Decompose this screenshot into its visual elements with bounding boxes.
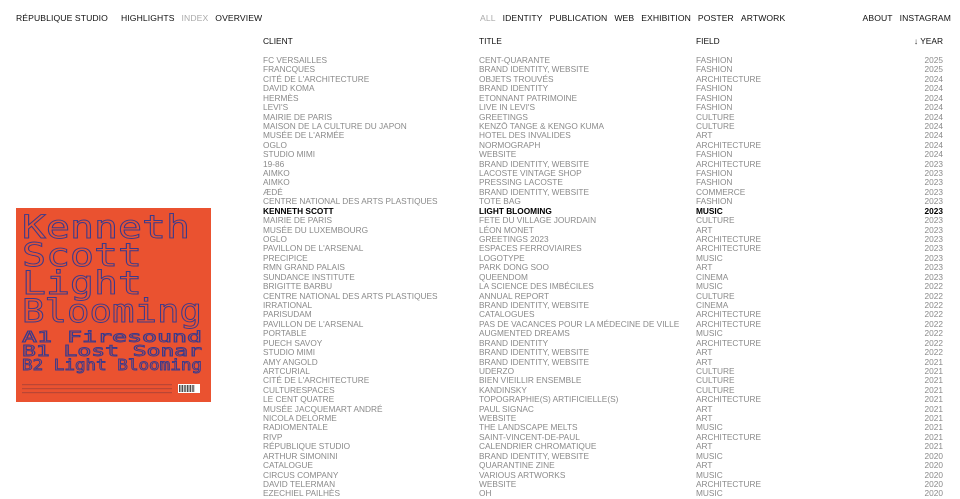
table-row[interactable]	[263, 122, 943, 131]
table-row[interactable]	[263, 471, 943, 480]
cell-title: OBJETS TROUVÉS	[479, 73, 554, 84]
cell-year: 2021	[924, 394, 943, 405]
cell-client: PAVILLON DE L'ARSENAL	[263, 243, 364, 254]
cell-title: ETONNANT PATRIMOINE	[479, 92, 578, 103]
cell-field: CULTURE	[696, 111, 735, 122]
column-field[interactable]: FIELD	[696, 36, 720, 46]
table-row[interactable]	[263, 480, 943, 489]
cell-field: MUSIC	[696, 252, 723, 263]
cell-field: FASHION	[696, 83, 733, 94]
cell-field: ARCHITECTURE	[696, 139, 761, 150]
cell-title: WEBSITE	[479, 413, 517, 424]
table-row[interactable]	[263, 244, 943, 253]
cell-title: NORMOGRAPH	[479, 139, 541, 150]
cell-client: PARISUDAM	[263, 309, 312, 320]
cell-year: 2023	[924, 234, 943, 245]
table-row[interactable]	[263, 235, 943, 244]
cell-field: FASHION	[696, 177, 733, 188]
cell-title: ESPACES FERROVIAIRES	[479, 243, 582, 254]
cell-client: CITÉ DE L'ARCHITECTURE	[263, 375, 370, 386]
cell-field: CINEMA	[696, 271, 729, 282]
table-row[interactable]	[263, 254, 943, 263]
cell-year: 2021	[924, 403, 943, 414]
cell-client: NICOLA DELORME	[263, 413, 337, 424]
cell-client: CENTRE NATIONAL DES ARTS PLASTIQUES	[263, 290, 438, 301]
cell-field: CULTURE	[696, 215, 735, 226]
brand-name[interactable]: RÉPUBLIQUE STUDIO	[16, 13, 108, 23]
cell-title: KANDINSKY	[479, 384, 527, 395]
table-row[interactable]	[263, 348, 943, 357]
about-link[interactable]: ABOUT	[862, 13, 893, 23]
cell-title: BRAND IDENTITY	[479, 337, 549, 348]
cover-text-line: B1 Lost Sonar	[22, 342, 202, 360]
cell-client: CITÉ DE L'ARCHITECTURE	[263, 73, 370, 84]
cell-field: MUSIC	[696, 422, 723, 433]
cell-year: 2021	[924, 441, 943, 452]
cell-year: 2024	[924, 130, 943, 141]
cell-year: 2023	[924, 243, 943, 254]
cell-year: 2021	[924, 375, 943, 386]
cell-title: UDERZO	[479, 365, 515, 376]
cell-year: 2024	[924, 83, 943, 94]
cell-client: CULTURESPACES	[263, 384, 335, 395]
filter-exhibition[interactable]: EXHIBITION	[641, 13, 691, 23]
cell-client: HERMÈS	[263, 92, 299, 103]
project-index-table	[263, 56, 943, 499]
cell-field: CINEMA	[696, 299, 729, 310]
cell-year: 2022	[924, 318, 943, 329]
cell-title: LACOSTE VINTAGE SHOP	[479, 168, 582, 179]
cell-client: FC VERSAILLES	[263, 55, 328, 65]
cell-client: CENTRE NATIONAL DES ARTS PLASTIQUES	[263, 196, 438, 207]
cell-field: MUSIC	[696, 328, 723, 339]
cell-client: MAIRIE DE PARIS	[263, 111, 333, 122]
cell-year: 2024	[924, 139, 943, 150]
cell-client: RMN GRAND PALAIS	[263, 262, 345, 273]
cell-field: CULTURE	[696, 375, 735, 386]
cell-field: CULTURE	[696, 290, 735, 301]
cell-title: WEBSITE	[479, 478, 517, 489]
cell-client: PAVILLON DE L'ARSENAL	[263, 318, 364, 329]
cell-year: 2023	[924, 252, 943, 263]
cell-year: 2023	[924, 168, 943, 179]
table-row[interactable]	[263, 405, 943, 414]
cell-title: GREETINGS 2023	[479, 234, 549, 245]
cell-year: 2021	[924, 422, 943, 433]
filter-artwork[interactable]: ARTWORK	[740, 13, 786, 23]
cell-year: 2021	[924, 384, 943, 395]
cell-client: LEVI'S	[263, 102, 289, 113]
filter-all[interactable]: ALL	[480, 13, 496, 23]
cell-field: ART	[696, 347, 713, 358]
cell-title: LIGHT BLOOMING	[479, 205, 552, 216]
table-row[interactable]	[263, 178, 943, 187]
cell-client: CIRCUS COMPANY	[263, 469, 339, 480]
cell-field: ART	[696, 224, 713, 235]
filter-publication[interactable]: PUBLICATION	[549, 13, 608, 23]
column-year[interactable]	[914, 36, 943, 46]
cover-text-line: B2 Light Blooming	[22, 356, 202, 374]
cell-client: RADIOMENTALE	[263, 422, 328, 433]
cell-year: 2024	[924, 102, 943, 113]
cell-title: PAUL SIGNAC	[479, 403, 534, 414]
cell-year: 2024	[924, 92, 943, 103]
table-row[interactable]	[263, 169, 943, 178]
cell-title: BRAND IDENTITY, WEBSITE	[479, 64, 590, 75]
cell-title: QUEENDOM	[479, 271, 528, 282]
table-row[interactable]	[263, 141, 943, 150]
cell-year: 2024	[924, 111, 943, 122]
cell-client: PRECIPICE	[263, 252, 308, 263]
cell-client: EZECHIEL PAILHÈS	[263, 488, 341, 499]
table-row[interactable]	[263, 339, 943, 348]
cell-title: BRAND IDENTITY	[479, 83, 549, 94]
cell-year: 2022	[924, 290, 943, 301]
cell-field: FASHION	[696, 64, 733, 75]
cell-client: MAIRIE DE PARIS	[263, 215, 333, 226]
album-cover-preview	[16, 208, 211, 402]
cell-year: 2023	[924, 196, 943, 207]
cell-title: BRAND IDENTITY, WEBSITE	[479, 347, 590, 358]
cell-client: PUECH SAVOY	[263, 337, 323, 348]
cover-text-line: A1 Firesound	[22, 328, 202, 346]
cell-title: CALENDRIER CHROMATIQUE	[479, 441, 597, 452]
cell-client: FRANCQUES	[263, 64, 316, 75]
cell-field: ART	[696, 130, 713, 141]
table-row[interactable]	[263, 461, 943, 470]
cell-client: RIVP	[263, 431, 283, 442]
cell-client: STUDIO MIMI	[263, 347, 316, 358]
cell-year: 2022	[924, 309, 943, 320]
cell-field: ART	[696, 356, 713, 367]
filter-nav	[480, 13, 792, 23]
cell-client: SUNDANCE INSTITUTE	[263, 271, 355, 282]
cell-year: 2023	[924, 271, 943, 282]
cell-field: ARCHITECTURE	[696, 337, 761, 348]
cell-client: RÉPUBLIQUE STUDIO	[263, 441, 351, 452]
cell-title: BRAND IDENTITY, WEBSITE	[479, 356, 590, 367]
cell-title: KENZŌ TANGE & KENGO KUMA	[479, 120, 605, 131]
cell-title: TOPOGRAPHIE(S) ARTIFICIELLE(S)	[479, 394, 619, 405]
cell-title: SAINT-VINCENT-DE-PAUL	[479, 431, 580, 442]
cell-year: 2023	[924, 215, 943, 226]
table-row[interactable]	[263, 423, 943, 432]
cell-title: PRESSING LACOSTE	[479, 177, 563, 188]
view-overview[interactable]: OVERVIEW	[215, 13, 263, 23]
table-row[interactable]	[263, 329, 943, 338]
cell-client: MUSÉE DE L'ARMÉE	[263, 130, 345, 141]
cell-field: FASHION	[696, 149, 733, 160]
cell-title: LIVE IN LEVI'S	[479, 102, 535, 113]
cell-field: ARCHITECTURE	[696, 318, 761, 329]
cell-year: 2022	[924, 299, 943, 310]
cover-fine-print	[22, 392, 172, 393]
cell-field: ARCHITECTURE	[696, 243, 761, 254]
table-row[interactable]	[263, 207, 943, 216]
table-row[interactable]	[263, 292, 943, 301]
cover-text-line: Scott	[22, 236, 142, 274]
cell-year: 2022	[924, 281, 943, 292]
cell-title: LÉON MONET	[479, 224, 534, 235]
cover-text-line: Light	[22, 264, 142, 302]
cover-text-line: Blooming	[22, 292, 202, 330]
table-row[interactable]	[263, 320, 943, 329]
cell-field: CULTURE	[696, 365, 735, 376]
cell-year: 2023	[924, 262, 943, 273]
table-row[interactable]	[263, 452, 943, 461]
view-nav	[121, 13, 269, 23]
cell-field: MUSIC	[696, 205, 723, 216]
cell-title: TOTE BAG	[479, 196, 521, 207]
cell-field: FASHION	[696, 55, 733, 65]
external-nav	[863, 13, 951, 23]
cell-year: 2023	[924, 205, 943, 216]
cell-year: 2021	[924, 431, 943, 442]
table-row[interactable]	[263, 358, 943, 367]
cell-client: ARTHUR SIMONINI	[263, 450, 338, 461]
cell-field: ARCHITECTURE	[696, 158, 761, 169]
cell-field: CULTURE	[696, 384, 735, 395]
cell-title: QUARANTINE ZINE	[479, 460, 555, 471]
cell-year: 2023	[924, 186, 943, 197]
cell-field: FASHION	[696, 92, 733, 103]
cell-year: 2024	[924, 149, 943, 160]
cell-year: 2022	[924, 337, 943, 348]
cover-fine-print	[22, 384, 172, 385]
sort-down-arrow-icon: ↓	[913, 36, 918, 46]
cell-title: AUGMENTED DREAMS	[479, 328, 570, 339]
cell-client: AIMKO	[263, 177, 290, 188]
cell-field: CULTURE	[696, 120, 735, 131]
table-row[interactable]	[263, 150, 943, 159]
cell-year: 2022	[924, 347, 943, 358]
cell-client: PORTABLE	[263, 328, 307, 339]
cell-field: ART	[696, 460, 713, 471]
cell-year: 2024	[924, 73, 943, 84]
table-row[interactable]	[263, 489, 943, 498]
cell-client: 19-86	[263, 158, 285, 169]
instagram-link[interactable]: INSTAGRAM	[899, 13, 951, 23]
cell-title: BRAND IDENTITY, WEBSITE	[479, 450, 590, 461]
cell-title: HOTEL DES INVALIDES	[479, 130, 571, 141]
cell-client: STUDIO MIMI	[263, 149, 316, 160]
cover-text-line: Kenneth	[22, 208, 190, 246]
cell-title: BRAND IDENTITY, WEBSITE	[479, 299, 590, 310]
cell-field: FASHION	[696, 168, 733, 179]
table-row[interactable]	[263, 376, 943, 385]
cell-title: LOGOTYPE	[479, 252, 525, 263]
table-row[interactable]	[263, 197, 943, 206]
cell-title: VARIOUS ARTWORKS	[479, 469, 566, 480]
cell-year: 2020	[924, 450, 943, 461]
cell-client: LE CENT QUATRE	[263, 394, 335, 405]
cell-year: 2021	[924, 356, 943, 367]
column-title[interactable]: TITLE	[479, 36, 502, 46]
cell-year: 2023	[924, 177, 943, 188]
column-year-label: YEAR	[920, 36, 943, 46]
table-row[interactable]	[263, 433, 943, 442]
cell-field: MUSIC	[696, 281, 723, 292]
filter-poster[interactable]: POSTER	[697, 13, 734, 23]
view-highlights[interactable]: HIGHLIGHTS	[121, 13, 175, 23]
cell-client: IRRATIONAL	[263, 299, 313, 310]
cell-title: CENT-QUARANTE	[479, 55, 550, 65]
cell-client: DAVID KOMA	[263, 83, 315, 94]
table-row[interactable]	[263, 56, 943, 65]
cell-year: 2025	[924, 64, 943, 75]
cell-title: WEBSITE	[479, 149, 517, 160]
cell-client: AIMKO	[263, 168, 290, 179]
cell-title: PAS DE VACANCES POUR LA MÉDECINE DE VILLE	[479, 318, 680, 329]
table-row[interactable]	[263, 301, 943, 310]
cell-field: FASHION	[696, 196, 733, 207]
cell-field: FASHION	[696, 102, 733, 113]
cell-field: ART	[696, 413, 713, 424]
cell-year: 2024	[924, 120, 943, 131]
cell-year: 2020	[924, 469, 943, 480]
cell-title: BRAND IDENTITY, WEBSITE	[479, 186, 590, 197]
cell-client: KENNETH SCOTT	[263, 205, 334, 216]
cell-client: BRIGITTE BARBU	[263, 281, 333, 292]
cell-client: CATALOGUE	[263, 460, 313, 471]
cell-year: 2020	[924, 460, 943, 471]
view-index[interactable]: INDEX	[181, 13, 209, 23]
cell-client: ÆDÉ	[263, 186, 283, 197]
column-client[interactable]: CLIENT	[263, 36, 293, 46]
cell-title: PARK DONG SOO	[479, 262, 549, 273]
cell-title: GREETINGS	[479, 111, 528, 122]
cell-client: AMY ANGOLD	[263, 356, 318, 367]
cell-client: DAVID TELERMAN	[263, 478, 336, 489]
filter-web[interactable]: WEB	[614, 13, 635, 23]
table-row[interactable]	[263, 84, 943, 93]
cell-year: 2020	[924, 488, 943, 499]
cell-client: ARTCURIAL	[263, 365, 310, 376]
filter-identity[interactable]: IDENTITY	[502, 13, 543, 23]
cell-client: MUSÉE DU LUXEMBOURG	[263, 224, 369, 235]
cell-field: ARCHITECTURE	[696, 478, 761, 489]
cell-year: 2023	[924, 224, 943, 235]
cover-fine-print	[22, 388, 172, 389]
table-row[interactable]	[263, 442, 943, 451]
table-row[interactable]	[263, 75, 943, 84]
cell-field: ART	[696, 262, 713, 273]
cell-field: ARCHITECTURE	[696, 73, 761, 84]
cell-title: BRAND IDENTITY, WEBSITE	[479, 158, 590, 169]
cell-year: 2023	[924, 158, 943, 169]
table-row[interactable]	[263, 414, 943, 423]
table-row[interactable]	[263, 226, 943, 235]
table-row[interactable]	[263, 263, 943, 272]
cell-field: ART	[696, 403, 713, 414]
cell-field: MUSIC	[696, 469, 723, 480]
cell-year: 2022	[924, 328, 943, 339]
table-row[interactable]	[263, 160, 943, 169]
table-row[interactable]	[263, 131, 943, 140]
cell-year: 2021	[924, 365, 943, 376]
cell-year: 2020	[924, 478, 943, 489]
cell-client: MUSÉE JACQUEMART ANDRÉ	[263, 403, 383, 414]
cell-title: ANNUAL REPORT	[479, 290, 550, 301]
cell-title: FETE DU VILLAGE JOURDAIN	[479, 215, 597, 226]
cell-title: LA SCIENCE DES IMBÉCILES	[479, 281, 594, 292]
table-row[interactable]	[263, 273, 943, 282]
cell-client: OGLO	[263, 139, 287, 150]
table-row[interactable]	[263, 94, 943, 103]
cell-title: CATALOGUES	[479, 309, 535, 320]
table-row[interactable]	[263, 103, 943, 112]
brand-logo[interactable]	[16, 13, 115, 23]
cell-field: ART	[696, 441, 713, 452]
cell-field: ARCHITECTURE	[696, 394, 761, 405]
cell-client: MAISON DE LA CULTURE DU JAPON	[263, 120, 407, 131]
cell-title: OH	[479, 488, 492, 499]
cell-field: ARCHITECTURE	[696, 309, 761, 320]
cell-field: MUSIC	[696, 488, 723, 499]
cell-field: ARCHITECTURE	[696, 234, 761, 245]
cell-field: MUSIC	[696, 450, 723, 461]
cell-year: 2025	[924, 55, 943, 65]
cell-field: ARCHITECTURE	[696, 431, 761, 442]
cell-year: 2021	[924, 413, 943, 424]
cell-title: BIEN VIEILLIR ENSEMBLE	[479, 375, 582, 386]
cell-field: COMMERCE	[696, 186, 746, 197]
cell-title: THE LANDSCAPE MELTS	[479, 422, 578, 433]
cell-client: OGLO	[263, 234, 287, 245]
cover-artwork	[16, 208, 211, 402]
